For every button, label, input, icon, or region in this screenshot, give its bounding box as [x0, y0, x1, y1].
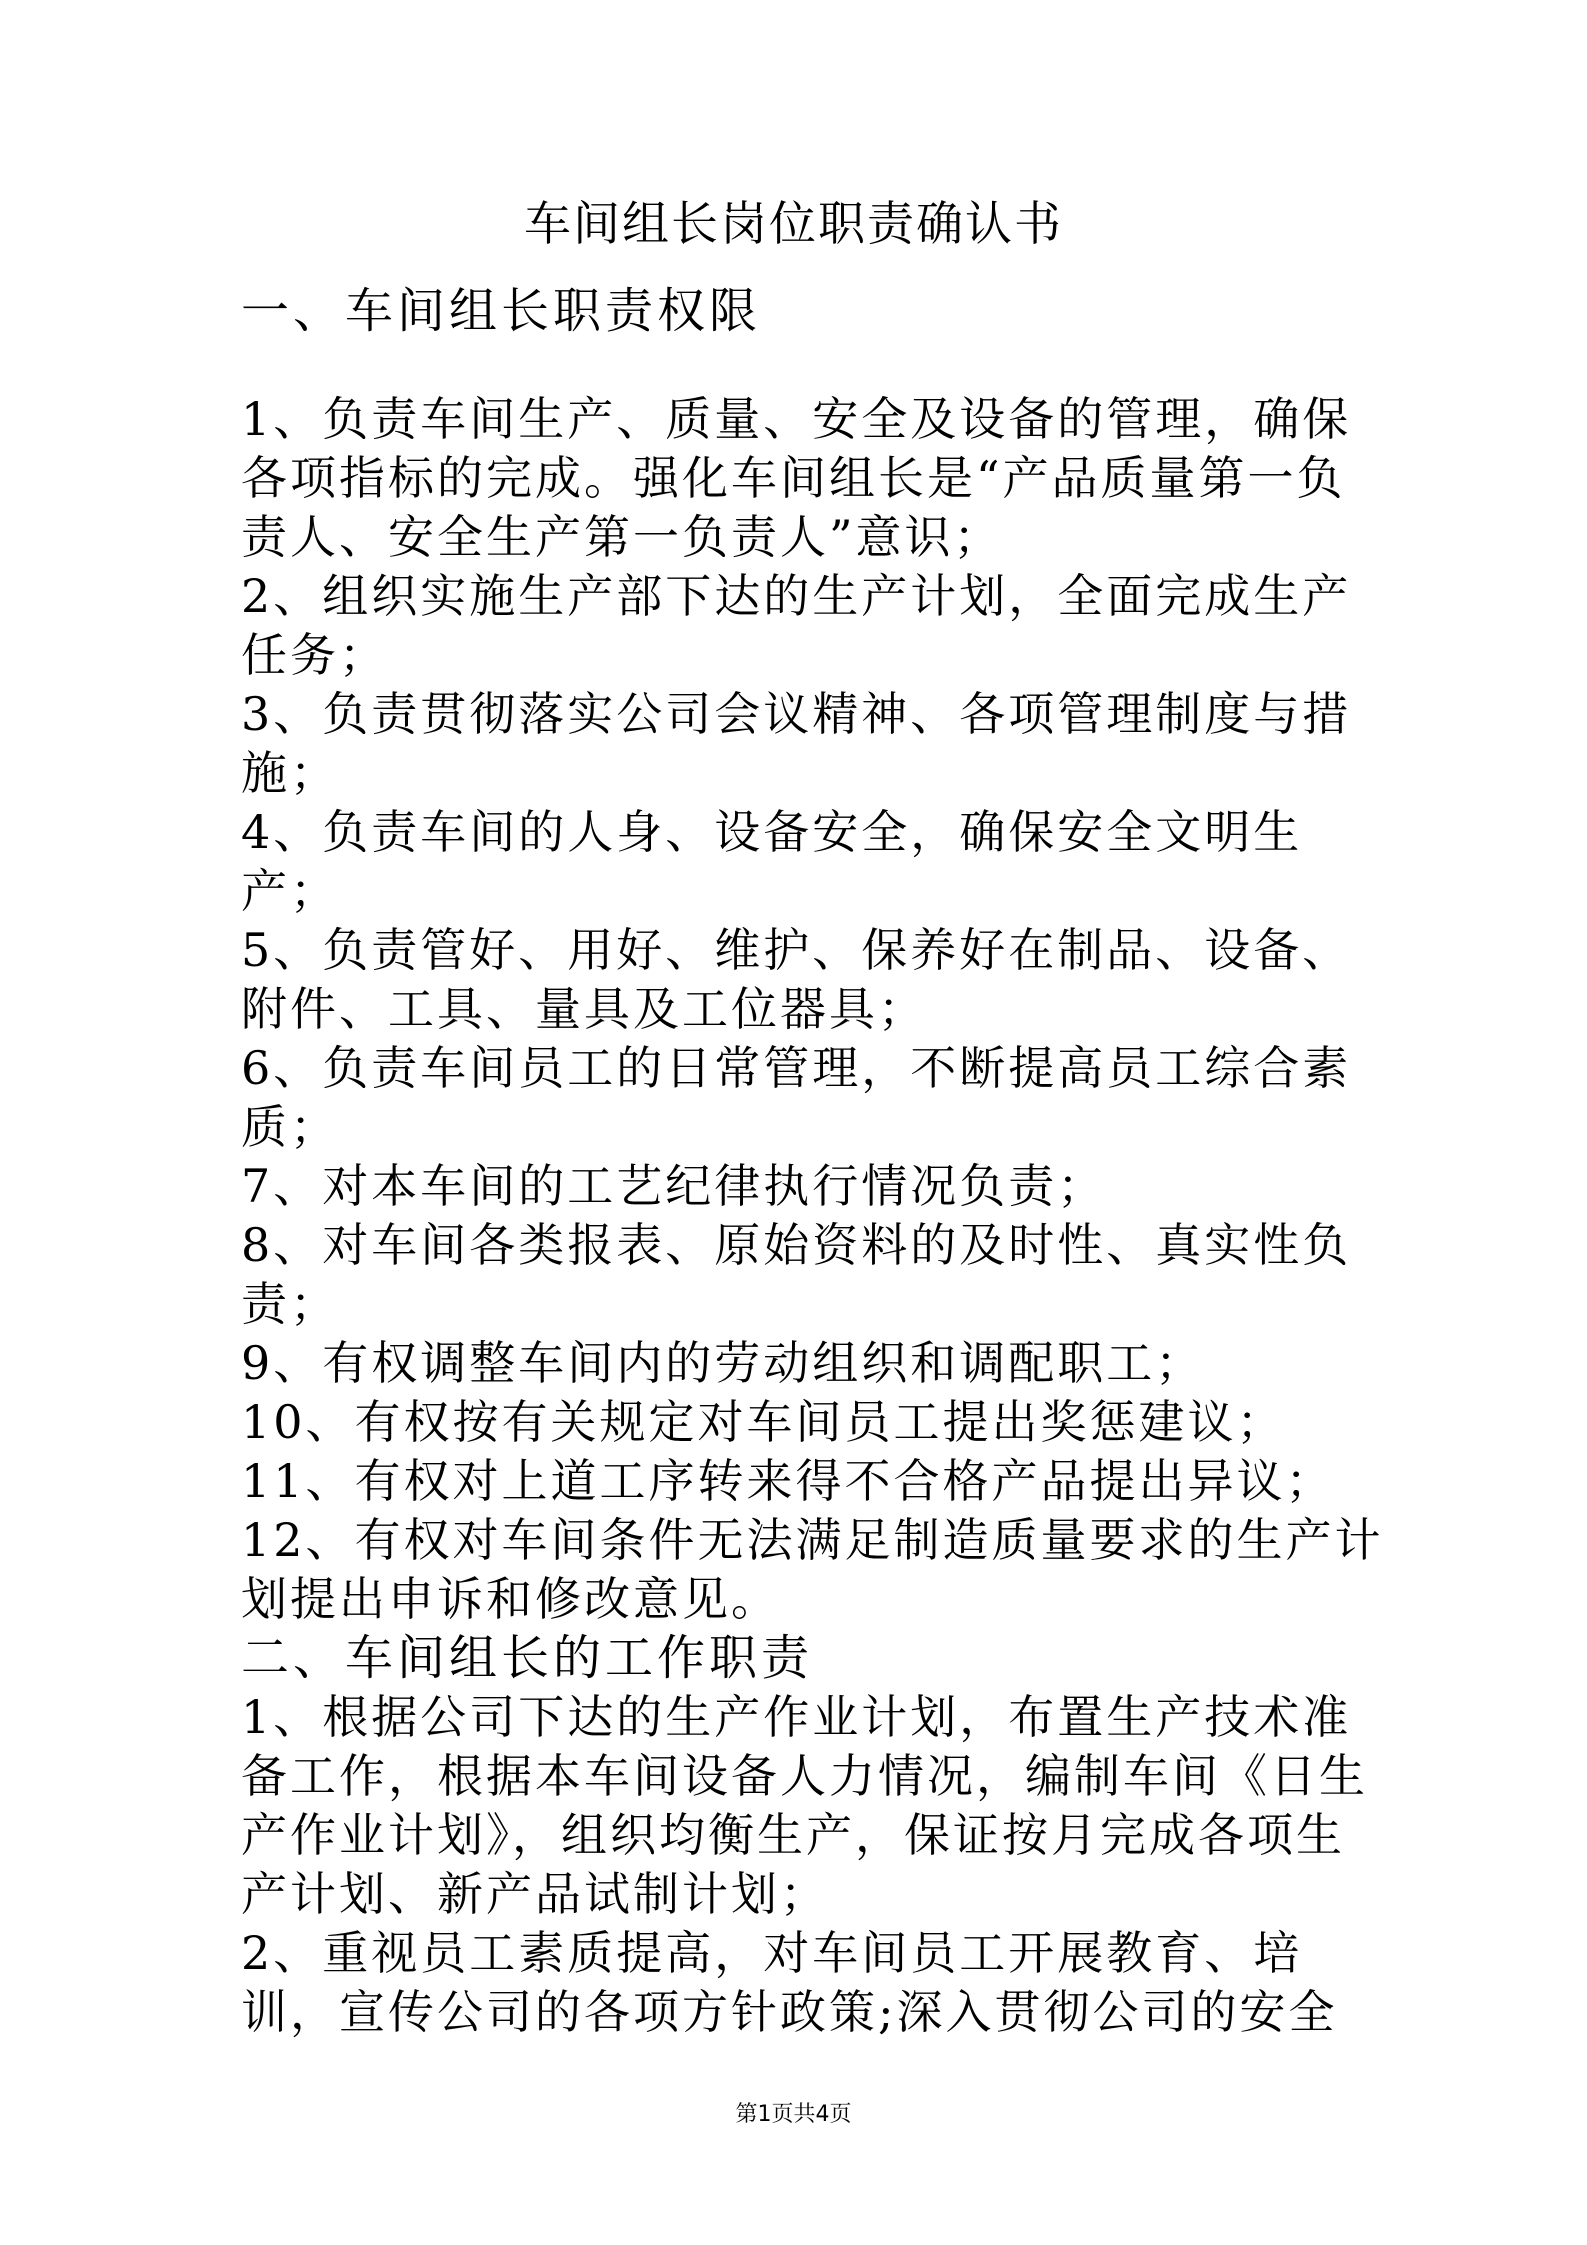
section-1-item-4 [241, 803, 1351, 921]
text-line: 10、有权按有关规定对车间员工提出奖惩建议； [241, 1395, 1286, 1449]
section-2-item-2 [241, 1924, 1351, 2042]
section-1-item-7 [241, 1157, 1351, 1216]
text-line: 5、负责管好、用好、维护、保养好在制品、设备、 [241, 923, 1352, 977]
text-line: 7、对本车间的工艺纪律执行情况负责； [241, 1159, 1107, 1213]
text-line: 责人、安全生产第一负责人”意识； [241, 510, 1003, 564]
text-line: 附件、工具、量具及工位器具； [241, 982, 927, 1036]
text-line: 产； [241, 864, 339, 918]
section-1-item-11 [241, 1452, 1351, 1511]
section-1-item-3 [241, 685, 1351, 803]
text-line: 12、有权对车间条件无法满足制造质量要求的生产计 [241, 1513, 1384, 1567]
section-2-item-1 [241, 1688, 1368, 1924]
section-1-item-6 [241, 1039, 1351, 1157]
text-line: 质； [241, 1100, 339, 1154]
text-line: 1、根据公司下达的生产作业计划，布置生产技术准 [241, 1690, 1352, 1744]
text-line: 训，宣传公司的各项方针政策;深入贯彻公司的安全 [241, 1985, 1338, 2039]
text-line: 9、有权调整车间内的劳动组织和调配职工； [241, 1336, 1205, 1390]
section-1-item-12 [241, 1511, 1384, 1629]
section-1-item-9 [241, 1334, 1351, 1393]
document-title: 车间组长岗位职责确认书 [524, 197, 1063, 252]
section-1-item-1 [241, 390, 1351, 567]
text-line: 划提出申诉和修改意见。 [241, 1572, 780, 1626]
section-1-item-8 [241, 1216, 1351, 1334]
text-line: 4、负责车间的人身、设备安全，确保安全文明生 [241, 805, 1303, 859]
section-1-list [241, 390, 1384, 1629]
section-1-item-2 [241, 567, 1351, 685]
section-1-heading: 一、车间组长职责权限 [241, 283, 762, 339]
text-line: 2、组织实施生产部下达的生产计划，全面完成生产 [241, 569, 1352, 623]
text-line: 3、负责贯彻落实公司会议精神、各项管理制度与措 [241, 687, 1352, 741]
page-number: 第1页共4页 [735, 2102, 852, 2127]
section-2-list [241, 1688, 1368, 2042]
text-line: 1、负责车间生产、质量、安全及设备的管理，确保 [241, 392, 1352, 446]
section-1-item-5 [241, 921, 1351, 1039]
text-line: 施； [241, 746, 339, 800]
text-line: 责； [241, 1277, 339, 1331]
text-line: 11、有权对上道工序转来得不合格产品提出异议； [241, 1454, 1335, 1508]
document-body [241, 282, 1384, 2042]
text-line: 产作业计划》，组织均衡生产，保证按月完成各项生 [241, 1808, 1345, 1862]
text-line: 6、负责车间员工的日常管理，不断提高员工综合素 [241, 1041, 1352, 1095]
section-1-item-10 [241, 1393, 1351, 1452]
text-line: 备工作，根据本车间设备人力情况，编制车间《日生 [241, 1749, 1368, 1803]
text-line: 2、重视员工素质提高，对车间员工开展教育、培 [241, 1926, 1303, 1980]
text-line: 各项指标的完成。强化车间组长是“产品质量第一负 [241, 451, 1346, 505]
text-line: 8、对车间各类报表、原始资料的及时性、真实性负 [241, 1218, 1352, 1272]
text-line: 任务； [241, 628, 388, 682]
text-line: 产计划、新产品试制计划； [241, 1867, 829, 1921]
section-2-heading: 二、车间组长的工作职责 [241, 1630, 814, 1686]
